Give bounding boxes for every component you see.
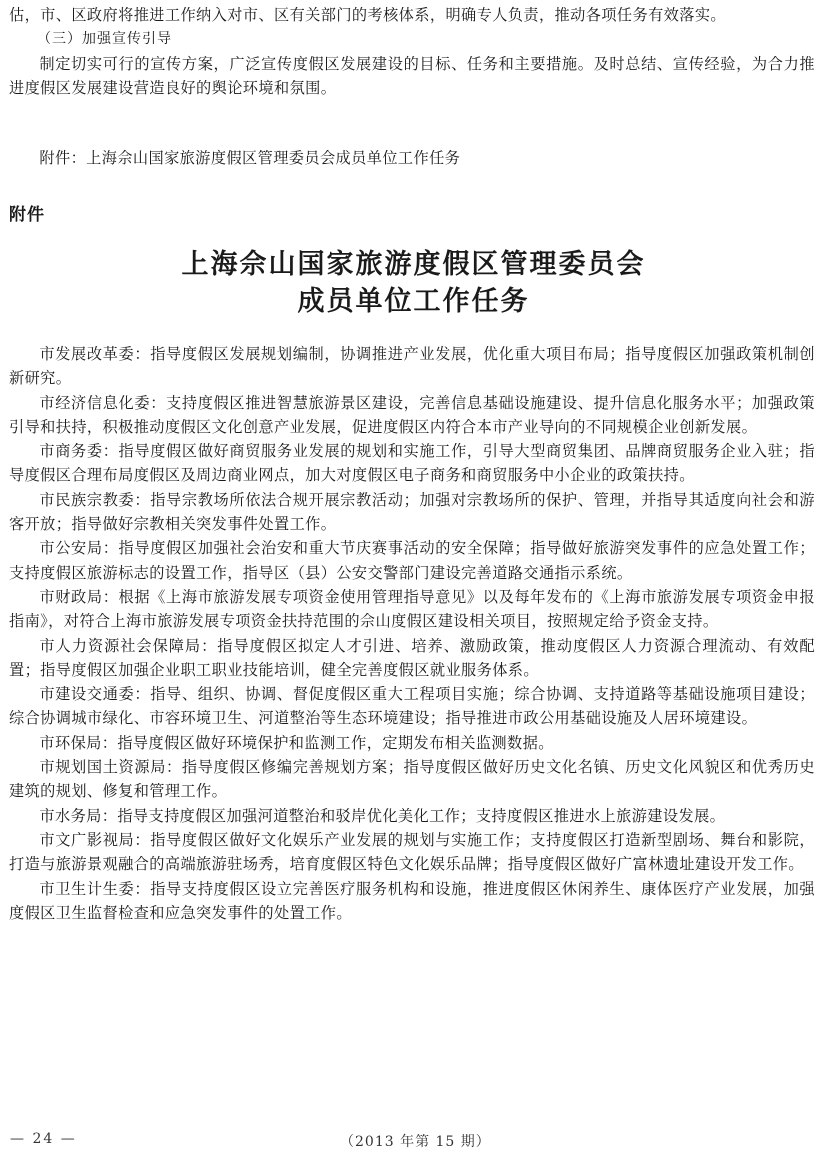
attachment-note: 附件：上海佘山国家旅游度假区管理委员会成员单位工作任务 bbox=[39, 149, 461, 167]
document-title bbox=[0, 246, 827, 320]
duty-paragraph: 市环保局：指导度假区做好环境保护和监测工作，定期发布相关监测数据。 bbox=[39, 733, 554, 752]
duty-paragraph: 市发展改革委：指导度假区发展规划编制，协调推进产业发展，优化重大项目布局；指导度假区加强政策机制创新研究。 bbox=[9, 345, 815, 388]
attachment-label: 附件 bbox=[9, 205, 45, 225]
duty-paragraph: 市建设交通委：指导、组织、协调、督促度假区重大工程项目实施；综合协调、支持道路等基础设施项目建设；综合协调城市绿化、市容环境卫生、河道整治等生态环境建设；指导推进市政公用基础设施及人居环境建设。 bbox=[9, 685, 815, 728]
top-text-block bbox=[9, 3, 815, 100]
duty-paragraph: 市文广影视局：指导度假区做好文化娱乐产业发展的规划与实施工作；支持度假区打造新型剧场、舞台和影院，打造与旅游景观融合的高端旅游驻场秀，培育度假区特色文化娱乐品牌；指导度假区做好广富林遗址建设开发工作。 bbox=[9, 830, 815, 874]
paragraph: 制定切实可行的宣传方案，广泛宣传度假区发展建设的目标、任务和主要措施。及时总结、宣传经验，为合力推进度假区发展建设营造良好的舆论环境和氛围。 bbox=[9, 54, 815, 97]
duty-paragraph: 市商务委：指导度假区做好商贸服务业发展的规划和实施工作，引导大型商贸集团、品牌商贸服务企业入驻；指导度假区合理布局度假区及周边商业网点，加大对度假区电子商务和商贸服务中小企业的政策扶持。 bbox=[9, 442, 815, 485]
duty-paragraph: 市规划国土资源局：指导度假区修编完善规划方案；指导度假区做好历史文化名镇、历史文化风貌区和优秀历史建筑的规划、修复和管理工作。 bbox=[9, 758, 815, 801]
paragraph: 估，市、区政府将推进工作纳入对市、区有关部门的考核体系，明确专人负责，推动各项任务有效落实。 bbox=[9, 6, 727, 24]
duty-paragraph: 市卫生计生委：指导支持度假区设立完善医疗服务机构和设施，推进度假区休闲养生、康体医疗产业发展，加强度假区卫生监督检查和应急突发事件的处置工作。 bbox=[9, 879, 815, 922]
duty-paragraph: 市人力资源社会保障局：指导度假区拟定人才引进、培养、激励政策，推动度假区人力资源合理流动、有效配置；指导度假区加强企业职工职业技能培训，健全完善度假区就业服务体系。 bbox=[9, 636, 815, 679]
issue-label: （2013 年第 15 期） bbox=[340, 1134, 491, 1150]
duty-paragraph: 市财政局：根据《上海市旅游发展专项资金使用管理指导意见》以及每年发布的《上海市旅游发展专项资金申报指南》，对符合上海市旅游发展专项资金扶持范围的佘山度假区建设相关项目，按照规定给予资金支持。 bbox=[9, 587, 815, 631]
duty-paragraph: 市公安局：指导度假区加强社会治安和重大节庆赛事活动的安全保障；指导做好旅游突发事件的应急处置工作；支持度假区旅游标志的设置工作，指导区（县）公安交警部门建设完善道路交通指示系统。 bbox=[9, 539, 815, 582]
duty-paragraph: 市民族宗教委：指导宗教场所依法合规开展宗教活动；加强对宗教场所的保护、管理，并指导其适度向社会和游客开放；指导做好宗教相关突发事件处置工作。 bbox=[9, 490, 815, 534]
title-line-1: 上海佘山国家旅游度假区管理委员会 bbox=[181, 249, 646, 280]
duty-paragraph: 市水务局：指导支持度假区加强河道整治和驳岸优化美化工作；支持度假区推进水上旅游建设发展。 bbox=[39, 806, 726, 825]
attachment-note-block bbox=[9, 146, 815, 170]
duty-paragraph: 市经济信息化委：支持度假区推进智慧旅游景区建设，完善信息基础设施建设、提升信息化服务水平；加强政策引导和扶持，积极推动度假区文化创意产业发展，促进度假区内符合本市产业导向的不同规模企业创新发展。 bbox=[9, 393, 815, 436]
page-number: — 24 — bbox=[10, 1131, 77, 1147]
title-line-2: 成员单位工作任务 bbox=[297, 286, 530, 317]
duties-list bbox=[9, 342, 815, 925]
section-heading: （三）加强宣传引导 bbox=[37, 31, 172, 48]
